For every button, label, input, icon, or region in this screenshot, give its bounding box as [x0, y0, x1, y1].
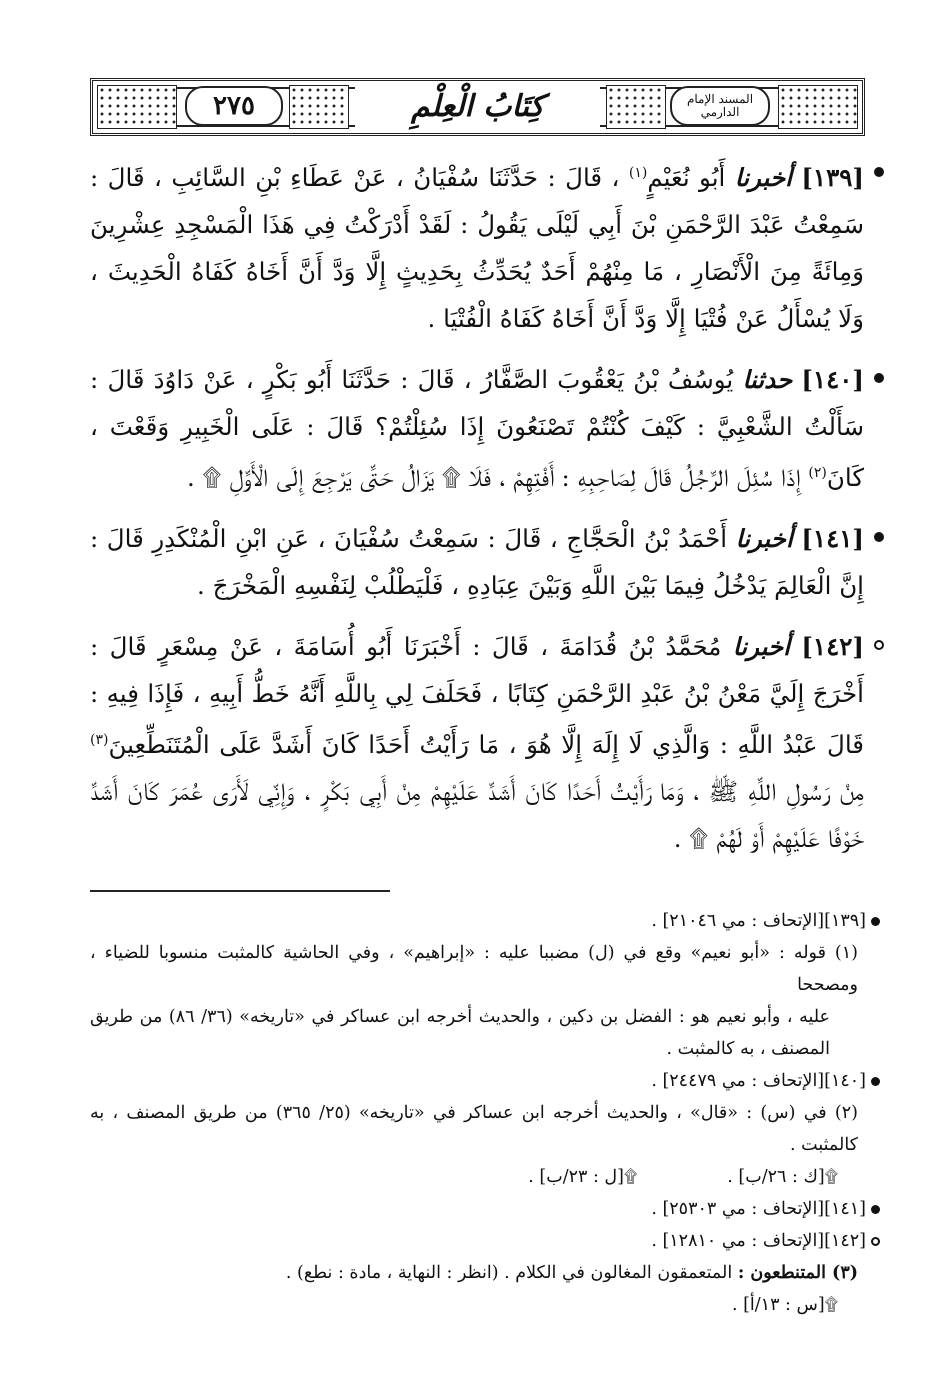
- hollow-circle-icon: [874, 640, 884, 650]
- manuscript-references: [90, 1289, 866, 1321]
- manuscript-references: [90, 1161, 866, 1193]
- glossary-definition: المتعمقون المغالون في الكلام . (انظر : النهاية ، مادة : نطع) .: [285, 1263, 738, 1283]
- manuscript-ref-s: ۩[س : ١٣/أ] .: [731, 1295, 838, 1315]
- running-title: كِتَابُ الْعِلْمِ: [355, 84, 600, 128]
- series-seal: المسند الإمام الدارمي: [670, 86, 770, 126]
- manuscript-ref-l: ۩[ل : ٢٣/ب] .: [528, 1167, 638, 1187]
- filled-circle-icon: [871, 1077, 880, 1086]
- hadith-number: [١٤٢]: [801, 632, 864, 662]
- transmission-verb: أخبرنا: [732, 632, 790, 662]
- hadith-entry: [90, 356, 868, 501]
- ithaf-reference: [١٤٠][الإتحاف : مي ٢٤٤٧٩] .: [90, 1065, 866, 1097]
- ithaf-reference: [١٤٢][الإتحاف : مي ١٢٨١٠] .: [90, 1225, 866, 1257]
- footnote-ref: (٢): [808, 465, 827, 482]
- hollow-circle-icon: [871, 1237, 880, 1246]
- hadith-text: مُحَمَّدُ بْنُ قُدَامَةَ ، قَالَ : أَخْبَرَنَا أَبُو أُسَامَةَ ، عَنْ مِسْعَرٍ قَالَ : أَخْرَجَ إِلَيَّ مَعْنُ بْنُ عَبْدِ الرَّحْمَنِ كِتَابًا ، فَحَلَفَ لِي بِاللَّهِ أَنَّهُ خَطُّ أَبِيهِ ، فَإِذَا فِيهِ : قَالَ عَبْدُ اللَّهِ : وَالَّذِي لَا إِلَهَ إِلَّا هُوَ ، مَا رَأَيْتُ أَحَدًا كَانَ أَشَدَّ عَلَى الْمُتَنَطِّعِينَ: [90, 632, 864, 760]
- footnote-1: (١) قوله : «أبو نعيم» وقع في (ل) مضببا عليه : «إبراهيم» ، وفي الحاشية كالمثبت منسوبا للضياء ، ومصححا عليه ، وأبو نعيم هو : الفضل بن دكين ، والحديث أخرجه ابن عساكر في «تاريخه» (٣٦/ ٨٦) من طريق المصنف ، به كالمثبت .: [90, 943, 858, 1059]
- footnote-ref: (٣): [90, 732, 109, 749]
- filled-circle-icon: [874, 532, 884, 542]
- filled-circle-icon: [871, 917, 880, 926]
- ornament-right: [778, 85, 858, 129]
- ornament-left-inner: [289, 85, 349, 129]
- hadith-entry: [90, 623, 868, 862]
- transmission-verb: أخبرنا: [734, 163, 792, 193]
- hadith-text: مِنْ رَسُولِ اللَّهِ ﷺ ، وَمَا رَأَيْتُ أَحَدًا كَانَ أَشَدَّ عَلَيْهِمْ مِنْ أَبِي بَكْرٍ ، وَإِنِّي لَأَرَى عُمَرَ كَانَ أَشَدَّ خَوْفًا عَلَيْهِمْ أَوْ لَهُمْ ۩ .: [90, 777, 864, 854]
- ornament-right-inner: [606, 85, 666, 129]
- filled-circle-icon: [874, 373, 884, 383]
- footnote-2: (٢) في (س) : «قال» ، والحديث أخرجه ابن عساكر في «تاريخه» (٢٥/ ٣٦٥) من طريق المصنف ، به كالمثبت .: [90, 1103, 858, 1155]
- transmission-verb: حدثنا: [742, 365, 793, 395]
- page-header: [90, 78, 865, 136]
- footnotes: [90, 905, 866, 1321]
- footnote-3: [90, 1257, 866, 1289]
- ithaf-reference: [١٣٩][الإتحاف : مي ٢١٠٤٦] .: [90, 905, 866, 937]
- transmission-verb: أخبرنا: [735, 524, 793, 554]
- hadith-text: أَبُو نُعَيْمٍ: [647, 163, 735, 193]
- glossary-term: (٣) المتنطعون :: [737, 1263, 858, 1283]
- ornament-left: [97, 85, 177, 129]
- footnote-ref: (١): [628, 165, 648, 181]
- hadith-text: يُوسُفُ بْنُ يَعْقُوبَ الصَّفَّارُ ، قَالَ : حَدَّثَنَا أَبُو بَكْرٍ ، عَنْ دَاوُدَ قَالَ : سَأَلْتُ الشَّعْبِيَّ : كَيْفَ كُنْتُمْ تَصْنَعُونَ إِذَا سُئِلْتُمْ؟ قَالَ : عَلَى الْخَبِيرِ وَقَعْتَ ، كَانَ: [90, 365, 864, 493]
- hadith-number: [١٣٩]: [801, 163, 864, 193]
- hadith-number: [١٤٠]: [801, 365, 864, 395]
- filled-circle-icon: [874, 167, 884, 177]
- hadith-text: أَحْمَدُ بْنُ الْحَجَّاجِ ، قَالَ : سَمِعْتُ سُفْيَانَ ، عَنِ ابْنِ الْمُنْكَدِرِ قَالَ : إِنَّ الْعَالِمَ يَدْخُلُ فِيمَا بَيْنَ اللَّهِ وَبَيْنَ عِبَادِهِ ، فَلْيَطْلُبْ لِنَفْسِهِ الْمَخْرَجَ .: [90, 524, 864, 601]
- hadith-text: إِذَا سُئِلَ الرَّجُلُ قَالَ لِصَاحِبِهِ : أَفْتِهِمْ ، فَلَا ۩ يَزَالُ حَتَّى يَرْجِعَ إِلَى الْأَوَّلِ ۩ .: [187, 463, 809, 493]
- hadith-text: ، قَالَ : حَدَّثَنَا سُفْيَانُ ، عَنْ عَطَاءِ بْنِ السَّائِبِ ، قَالَ : سَمِعْتُ عَبْدَ الرَّحْمَنِ بْنَ أَبِي لَيْلَى يَقُولُ : لَقَدْ أَدْرَكْتُ فِي هَذَا الْمَسْجِدِ عِشْرِينَ وَمِائَةً مِنَ الْأَنْصَارِ ، مَا مِنْهُمْ أَحَدٌ يُحَدِّثُ بِحَدِيثٍ إِلَّا وَدَّ أَنَّ أَخَاهُ كَفَاهُ الْحَدِيثَ ، وَلَا يُسْأَلُ عَنْ فُتْيَا إِلَّا وَدَّ أَنَّ أَخَاهُ كَفَاهُ الْفُتْيَا .: [90, 163, 864, 334]
- hadith-entry: [90, 515, 868, 609]
- page-number: ٢٧٥: [185, 86, 283, 126]
- main-text: [90, 150, 868, 876]
- manuscript-ref-k: ۩[ك : ٢٦/ب] .: [727, 1167, 838, 1187]
- hadith-entry: [90, 150, 868, 342]
- ithaf-reference: [١٤١][الإتحاف : مي ٢٥٣٠٣] .: [90, 1193, 866, 1225]
- hadith-number: [١٤١]: [801, 524, 864, 554]
- filled-circle-icon: [871, 1205, 880, 1214]
